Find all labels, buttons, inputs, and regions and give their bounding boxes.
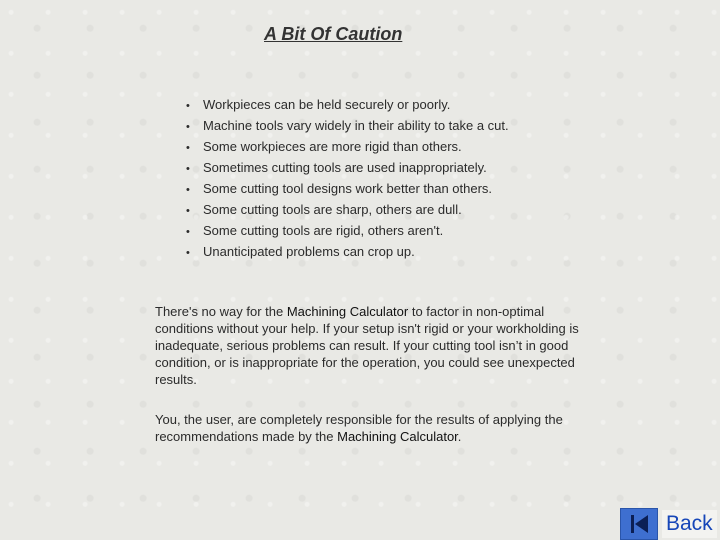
product-name: Machining Calculator [337,429,458,444]
list-item [186,115,509,136]
bullet-icon: • [186,100,190,112]
list-item [186,94,509,115]
bullet-icon: • [186,121,190,133]
list-item-text: Some workpieces are more rigid than others. [203,139,462,154]
list-item-text: Sometimes cutting tools are used inappropriately. [203,160,487,175]
list-item-text: Unanticipated problems can crop up. [203,244,415,259]
list-item [186,157,509,178]
bullet-icon: • [186,226,190,238]
bullet-icon: • [186,184,190,196]
back-label[interactable]: Back [662,510,717,538]
caution-list [186,94,509,262]
list-item-text: Some cutting tool designs work better than others. [203,181,493,196]
setup-warning-paragraph [155,303,605,388]
list-item-text: Some cutting tools are rigid, others aren't. [203,223,444,238]
list-item [186,136,509,157]
list-item [186,178,509,199]
paragraph-text: . [457,429,462,444]
list-item-text: Some cutting tools are sharp, others are dull. [203,202,462,217]
back-button[interactable] [620,508,717,540]
bullet-icon: • [186,142,190,154]
list-item [186,241,509,262]
paragraph-text: to factor in non-optimal conditions without your help. If your setup isn't rigid or your workholding is inadequate, serious problems can result. If your cutting tool isn’t in good condition, or is inappropriate for the operation, you could see unexpected results. [155,304,579,387]
paragraph-text: There's no way for the [155,304,287,319]
bullet-icon: • [186,205,190,217]
list-item-text: Machine tools vary widely in their ability to take a cut. [203,118,509,133]
product-name: Machining Calculator [286,304,409,319]
paragraph-text: You, the user, are completely responsible for the results of applying the recommendations made by the [155,412,563,444]
page-title: A Bit Of Caution [264,24,403,44]
list-item-text: Workpieces can be held securely or poorly. [203,97,451,112]
list-item [186,220,509,241]
bullet-icon: • [186,247,190,259]
bullet-icon: • [186,163,190,175]
responsibility-paragraph [155,411,605,445]
list-item [186,199,509,220]
skip-back-icon[interactable] [620,508,658,540]
